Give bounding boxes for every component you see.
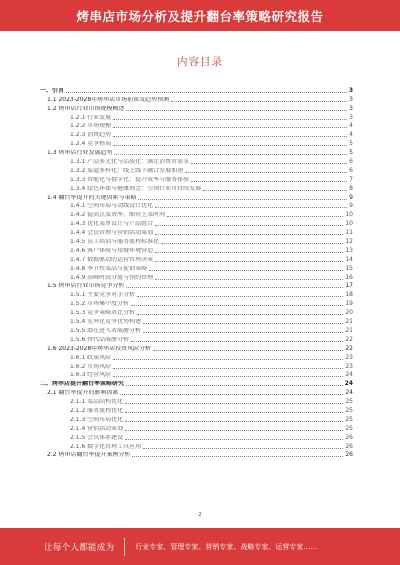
- toc-entry-page: 26: [345, 442, 353, 450]
- toc-entry[interactable]: [40, 85, 353, 94]
- toc-entry-page: 26: [345, 433, 353, 441]
- footer-tagline: 行业专家、管理专家、营销专家、战略专家、运营专家……: [135, 542, 318, 551]
- toc-entry-page: 25: [345, 398, 353, 406]
- toc-entry[interactable]: [40, 361, 353, 370]
- toc-leader-dots: [114, 154, 347, 155]
- toc-entry-page: 22: [345, 344, 353, 352]
- toc-leader-dots: [113, 136, 347, 137]
- toc-entry[interactable]: [40, 316, 353, 325]
- toc-entry-label: 1.6.2 市场风险: [70, 363, 112, 370]
- toc-entry[interactable]: [40, 405, 353, 414]
- toc-entry-page: 6: [349, 158, 353, 166]
- toc-leader-dots: [161, 243, 343, 244]
- toc-entry-label: 2.1.2 服务流程优化: [70, 407, 124, 414]
- toc-entry-label: 1.4.9 高峰时段分流与预约管理: [70, 274, 154, 281]
- toc-leader-dots: [131, 305, 343, 306]
- toc-entry-label: 二、烤串店提升翻台率策略研究: [40, 381, 125, 388]
- toc-leader-dots: [125, 439, 343, 440]
- toc-leader-dots: [113, 127, 347, 128]
- toc-entry[interactable]: [40, 183, 353, 192]
- toc-entry-page: 7: [349, 175, 353, 183]
- toc-entry[interactable]: [40, 370, 353, 379]
- toc-leader-dots: [203, 190, 347, 191]
- toc-entry[interactable]: [40, 289, 353, 298]
- toc-entry-label: 一、引言: [40, 87, 65, 94]
- footer-divider: [124, 538, 125, 556]
- toc-entry[interactable]: [40, 94, 353, 103]
- toc-entry-label: 1.5.5 潜在进入者威胁分析: [70, 327, 142, 334]
- toc-entry[interactable]: [40, 156, 353, 165]
- toc-entry-page: 13: [345, 246, 353, 254]
- toc-leader-dots: [66, 92, 347, 93]
- toc-entry-page: 5: [349, 140, 353, 148]
- toc-entry-label: 1.4.3 优化菜单设计与产品组合: [70, 221, 154, 228]
- toc-entry-page: 18: [345, 291, 353, 299]
- toc-entry-label: 1.5.6 替代品威胁分析: [70, 336, 130, 343]
- toc-entry-page: 14: [345, 255, 353, 263]
- toc-entry-page: 3: [349, 104, 353, 112]
- toc-entry-page: 21: [345, 318, 353, 326]
- toc-entry[interactable]: [40, 263, 353, 272]
- toc-leader-dots: [149, 270, 343, 271]
- toc-leader-dots: [155, 225, 343, 226]
- toc-entry[interactable]: [40, 343, 353, 352]
- toc-entry-label: 1.5.4 差异化竞争优势构建: [70, 319, 142, 326]
- toc-leader-dots: [126, 385, 343, 386]
- toc-entry[interactable]: [40, 218, 353, 227]
- toc-entry-page: 25: [345, 415, 353, 423]
- toc-entry[interactable]: [40, 147, 353, 156]
- toc-entry[interactable]: [40, 423, 353, 432]
- toc-entry-label: 2.1.5 会员体系建设: [70, 434, 124, 441]
- toc-entry-label: 1.5.2 市场集中度分析: [70, 301, 130, 308]
- toc-entry-page: 26: [345, 451, 353, 459]
- toc-entry-label: 1.2.3 消费趋势: [70, 132, 112, 139]
- toc-entry-page: 24: [344, 380, 353, 388]
- page-header: [0, 0, 400, 31]
- toc-leader-dots: [113, 359, 343, 360]
- toc-entry[interactable]: [40, 432, 353, 441]
- toc-entry[interactable]: [40, 334, 353, 343]
- toc-entry-label: 1.6 2023-2028年烤串店投资风险分析: [47, 345, 152, 352]
- toc-entry[interactable]: [40, 112, 353, 121]
- toc-leader-dots: [113, 368, 343, 369]
- toc-entry-page: 15: [345, 264, 353, 272]
- toc-leader-dots: [137, 314, 343, 315]
- toc-entry[interactable]: [40, 121, 353, 130]
- toc-leader-dots: [143, 332, 343, 333]
- toc-entry-label: 2.1.6 数字化管理工具应用: [70, 443, 142, 450]
- toc-leader-dots: [126, 110, 347, 111]
- toc-entry-page: 6: [349, 166, 353, 174]
- toc-leader-dots: [171, 101, 347, 102]
- toc-entry-page: 9: [349, 202, 353, 210]
- toc-entry[interactable]: [40, 103, 353, 112]
- table-of-contents: [40, 85, 353, 458]
- toc-entry-page: 16: [345, 273, 353, 281]
- toc-leader-dots: [153, 350, 343, 351]
- toc-entry-page: 4: [349, 122, 353, 130]
- toc-entry-page: 8: [349, 184, 353, 192]
- toc-entry[interactable]: [40, 254, 353, 263]
- toc-entry-label: 2.1.4 营销活动策划: [70, 425, 124, 432]
- toc-entry[interactable]: [40, 129, 353, 138]
- toc-entry-page: 17: [345, 282, 353, 290]
- toc-entry-page: 25: [345, 424, 353, 432]
- toc-entry-page: 23: [345, 362, 353, 370]
- toc-leader-dots: [113, 145, 347, 146]
- toc-entry-label: 2.1 翻台率提升的影响因素: [47, 390, 119, 397]
- toc-entry-label: 1.1 2023-2028年烤串店市场前景及趋势预测: [47, 96, 170, 103]
- toc-entry-label: 1.2.1 行业发展: [70, 114, 112, 121]
- toc-entry-label: 1.4.8 季节性菜品与促销策略: [70, 265, 148, 272]
- toc-entry[interactable]: [40, 165, 353, 174]
- footer-slogan: 让每个人都能成为: [44, 542, 115, 553]
- toc-leader-dots: [131, 341, 343, 342]
- toc-entry-label: 1.3.3 智能化与数字化：提升效率与服务体验: [70, 176, 190, 183]
- toc-leader-dots: [125, 430, 343, 431]
- toc-leader-dots: [125, 421, 343, 422]
- toc-leader-dots: [138, 199, 347, 200]
- toc-entry[interactable]: [40, 441, 353, 450]
- toc-entry-label: 1.2.2 市场规模: [70, 123, 112, 130]
- toc-entry-label: 1.4.6 客户体验与用餐环境营造: [70, 247, 154, 254]
- toc-leader-dots: [155, 207, 347, 208]
- toc-entry-page: 9: [349, 193, 353, 201]
- toc-leader-dots: [143, 448, 343, 449]
- toc-entry[interactable]: [40, 192, 353, 201]
- toc-leader-dots: [126, 287, 343, 288]
- toc-entry[interactable]: [40, 201, 353, 210]
- toc-title: 内容目录: [177, 56, 223, 68]
- toc-entry-page: 24: [345, 371, 353, 379]
- toc-entry-page: 25: [345, 406, 353, 414]
- toc-entry[interactable]: [40, 352, 353, 361]
- toc-entry-label: 1.4.1 空间布局与动线设计优化: [70, 203, 154, 210]
- toc-leader-dots: [191, 181, 347, 182]
- toc-entry-label: 1.3.1 产品多元化与品质化：满足消费者需求: [70, 159, 190, 166]
- toc-entry-page: 20: [345, 309, 353, 317]
- toc-entry-label: 1.4.2 提高点菜效率，缩短上菜时间: [70, 212, 166, 219]
- toc-entry-page: 12: [345, 238, 353, 246]
- toc-entry[interactable]: [40, 281, 353, 290]
- toc-entry-page: 21: [345, 326, 353, 334]
- toc-leader-dots: [120, 394, 343, 395]
- toc-entry[interactable]: [40, 298, 353, 307]
- toc-entry[interactable]: [40, 209, 353, 218]
- toc-entry-label: 1.4.4 会员管理与营销活动策划: [70, 230, 154, 237]
- toc-entry[interactable]: [40, 414, 353, 423]
- toc-entry[interactable]: [40, 396, 353, 405]
- toc-leader-dots: [113, 376, 343, 377]
- toc-entry-label: 1.6.3 经营风险: [70, 372, 112, 379]
- toc-entry-page: 19: [345, 300, 353, 308]
- toc-entry-label: 2.2 烤串店翻台率提升案例分析: [47, 452, 131, 459]
- toc-leader-dots: [155, 234, 343, 235]
- toc-leader-dots: [191, 163, 347, 164]
- toc-leader-dots: [185, 172, 347, 173]
- toc-entry-label: 1.4.5 员工培训与服务流程标准化: [70, 239, 160, 246]
- toc-leader-dots: [167, 216, 343, 217]
- toc-entry-label: 1.4.7 数据驱动的运营管理决策: [70, 256, 154, 263]
- toc-entry[interactable]: [40, 138, 353, 147]
- toc-entry-label: 2.1.3 空间布局优化: [70, 416, 124, 423]
- toc-leader-dots: [155, 279, 343, 280]
- report-title: 烤串店市场分析及提升翻台率策略研究报告: [76, 8, 324, 24]
- toc-entry-page: 10: [345, 220, 353, 228]
- toc-entry-page: 11: [345, 229, 353, 237]
- toc-leader-dots: [137, 296, 343, 297]
- toc-entry-page: 5: [349, 149, 353, 157]
- toc-entry[interactable]: [40, 325, 353, 334]
- toc-entry-label: 1.5.3 竞争策略对比分析: [70, 310, 136, 317]
- toc-entry-page: 3: [349, 113, 353, 121]
- toc-entry[interactable]: [40, 174, 353, 183]
- toc-entry[interactable]: [40, 387, 353, 396]
- toc-entry[interactable]: [40, 378, 353, 387]
- toc-entry-page: 3: [349, 95, 353, 103]
- toc-leader-dots: [143, 323, 343, 324]
- toc-leader-dots: [113, 119, 347, 120]
- toc-entry[interactable]: [40, 227, 353, 236]
- toc-leader-dots: [155, 252, 343, 253]
- toc-entry-label: 1.6.1 政策风险: [70, 354, 112, 361]
- toc-entry-page: 3: [348, 86, 353, 94]
- toc-entry-label: 1.2.4 竞争格局: [70, 141, 112, 148]
- toc-entry[interactable]: [40, 272, 353, 281]
- toc-entry-label: 1.3 烤串店行业发展趋势: [47, 150, 113, 157]
- toc-entry-page: 10: [345, 211, 353, 219]
- toc-entry-page: 22: [345, 335, 353, 343]
- toc-leader-dots: [125, 412, 343, 413]
- toc-leader-dots: [155, 261, 343, 262]
- toc-entry-label: 1.5 烤串店行业市场竞争分析: [47, 283, 125, 290]
- toc-entry-page: 24: [345, 389, 353, 397]
- toc-entry[interactable]: [40, 450, 353, 459]
- page-footer: [0, 528, 400, 565]
- toc-entry-label: 1.5.1 主要竞争对手分析: [70, 292, 136, 299]
- toc-entry-page: 4: [349, 131, 353, 139]
- toc-entry[interactable]: [40, 245, 353, 254]
- toc-entry-label: 1.2 烤串店行业市场规模概述: [47, 105, 125, 112]
- page-number: 2: [198, 512, 202, 518]
- toc-entry-label: 1.3.2 渠道多样化：线上线下融合发展加速: [70, 167, 184, 174]
- toc-entry[interactable]: [40, 236, 353, 245]
- toc-leader-dots: [125, 403, 343, 404]
- toc-entry-page: 23: [345, 353, 353, 361]
- toc-entry[interactable]: [40, 307, 353, 316]
- toc-entry-label: 1.3.4 绿色环保与健康理念：引领行业可持续发展: [70, 185, 202, 192]
- toc-leader-dots: [132, 456, 343, 457]
- toc-entry-label: 1.4 翻台率提升的关键因素与策略: [47, 194, 137, 201]
- toc-entry-label: 2.1.1 菜品结构优化: [70, 399, 124, 406]
